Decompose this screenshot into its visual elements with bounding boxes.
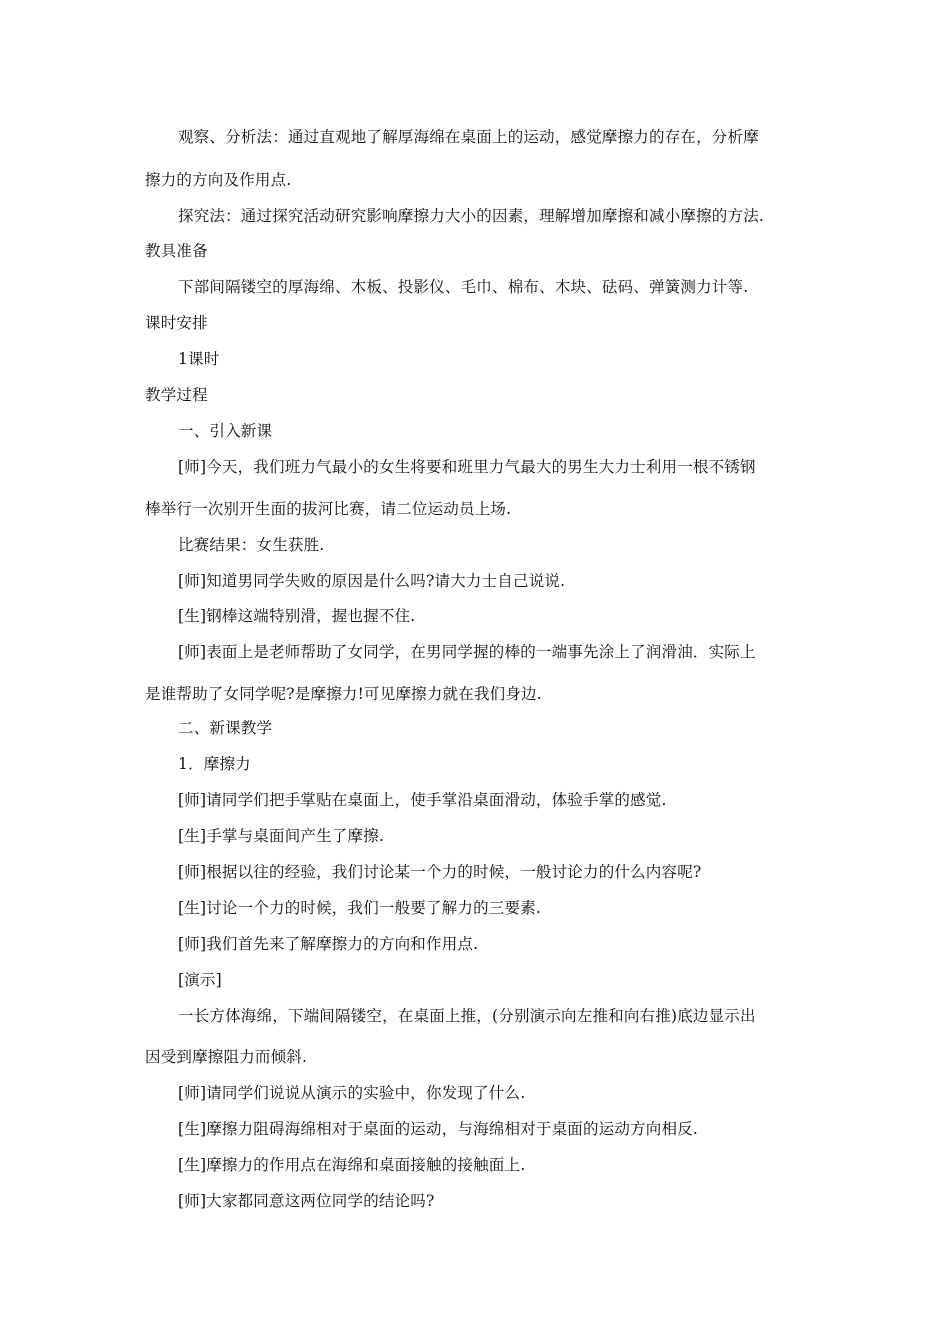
subsection-heading: 二、新课教学 [178, 719, 273, 737]
paragraph-line: [生]讨论一个力的时候，我们一般要了解力的三要素. [178, 899, 542, 917]
paragraph-line: [师]大家都同意这两位同学的结论吗? [178, 1192, 435, 1210]
paragraph-line: 擦力的方向及作用点. [145, 171, 292, 189]
paragraph-line: [生]手掌与桌面间产生了摩擦. [178, 827, 385, 845]
paragraph-line: [生]摩擦力阻碍海绵相对于桌面的运动，与海绵相对于桌面的运动方向相反. [178, 1120, 699, 1138]
paragraph-line: [师]今天，我们班力气最小的女生将要和班里力气最大的男生大力士利用一根不锈钢 [178, 458, 756, 476]
paragraph-line: [师]知道男同学失败的原因是什么吗?请大力士自己说说. [178, 572, 566, 590]
paragraph-line: 一长方体海绵，下端间隔镂空，在桌面上推，(分别演示向左推和向右推)底边显示出 [178, 1007, 756, 1025]
paragraph-line: [师]我们首先来了解摩擦力的方向和作用点. [178, 935, 479, 953]
paragraph-line: [师]根据以往的经验，我们讨论某一个力的时候，一般讨论力的什么内容呢? [178, 863, 702, 881]
paragraph-line: 棒举行一次别开生面的拔河比赛，请二位运动员上场. [145, 500, 512, 518]
paragraph-line: 观察、分析法：通过直观地了解厚海绵在桌面上的运动，感觉摩擦力的存在，分析摩 [178, 128, 759, 146]
subsection-heading: 1．摩擦力 [178, 755, 251, 773]
paragraph-line: 探究法：通过探究活动研究影响摩擦力大小的因素，理解增加摩擦和减小摩擦的方法. [178, 207, 765, 225]
paragraph-line: 比赛结果：女生获胜. [178, 536, 325, 554]
paragraph-line: 是谁帮助了女同学呢?是摩擦力!可见摩擦力就在我们身边. [145, 685, 542, 703]
paragraph-line: [演示] [178, 971, 222, 989]
paragraph-line: [生]摩擦力的作用点在海绵和桌面接触的接触面上. [178, 1156, 526, 1174]
section-heading: 教具准备 [145, 242, 208, 260]
section-heading: 课时安排 [145, 314, 208, 332]
paragraph-line: [生]钢棒这端特别滑，握也握不住. [178, 607, 416, 625]
paragraph-line: 下部间隔镂空的厚海绵、木板、投影仪、毛巾、棉布、木块、砝码、弹簧测力计等. [178, 278, 749, 296]
paragraph-line: [师]表面上是老师帮助了女同学，在男同学握的棒的一端事先涂上了润滑油．实际上 [178, 643, 756, 661]
paragraph-line: 1课时 [178, 350, 220, 368]
section-heading: 教学过程 [145, 386, 208, 404]
paragraph-line: 因受到摩擦阻力而倾斜. [145, 1048, 308, 1066]
subsection-heading: 一、引入新课 [178, 422, 273, 440]
paragraph-line: [师]请同学们把手掌贴在桌面上，使手掌沿桌面滑动，体验手掌的感觉. [178, 791, 667, 809]
paragraph-line: [师]请同学们说说从演示的实验中，你发现了什么. [178, 1084, 526, 1102]
